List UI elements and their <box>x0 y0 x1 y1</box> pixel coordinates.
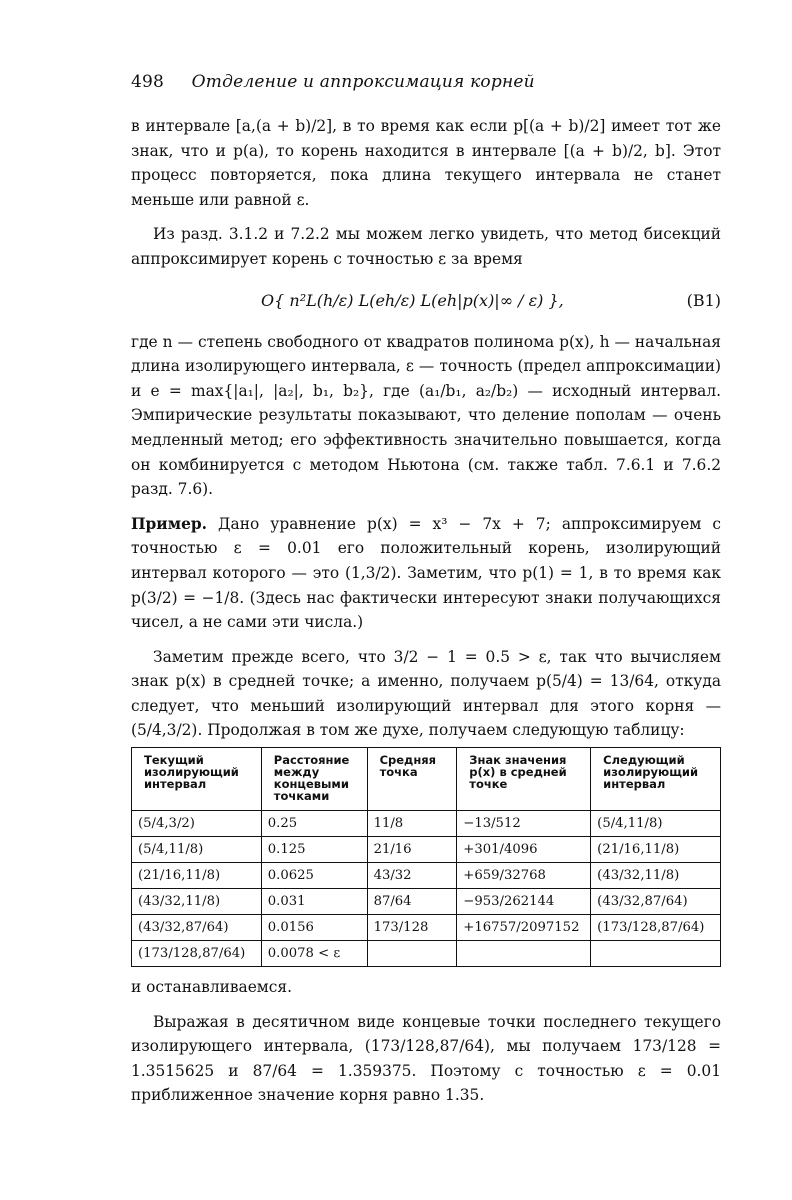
book-page <box>131 72 721 1108</box>
table-row <box>132 889 721 915</box>
paragraph-2: Из разд. 3.1.2 и 7.2.2 мы можем легко увидеть, что метод бисекций аппроксимирует корень с точностью ε за время <box>131 225 721 268</box>
paragraph-4: Заметим прежде всего, что 3/2 − 1 = 0.5 > ε, так что вычисляем знак p(x) в средней точке; а именно, получаем p(5/4) = 13/64, откуда следует, что меньший изолирующий интервал для этого корня — (5/4,3/2). Продолжая в том же духе, получаем следующую таблицу: <box>131 647 721 740</box>
bisection-table <box>131 747 721 967</box>
table-cell: 0.0078 < ε <box>261 941 367 967</box>
table-cell <box>367 941 457 967</box>
header-next-interval: Следующий изолирующий интервал <box>591 748 721 811</box>
table-cell: (43/32,11/8) <box>132 889 262 915</box>
example-paragraph <box>131 512 721 635</box>
paragraph-3: где n — степень свободного от квадратов полинома p(x), h — начальная длина изолирующего интервала, ε — точность (предел аппроксимации) и e = max{|a₁|, |a₂|, b₁, b₂}, где (a₁/b₁, a₂/b₂) — исходный интервал. Эмпирические результаты показывают, что деление пополам — очень медленный метод; его эффективность значительно повышается, когда он комбинируется с методом Ньютона (см. также табл. 7.6.1 и 7.6.2 разд. 7.6). <box>131 332 721 499</box>
table-row <box>132 811 721 837</box>
table-cell: (5/4,11/8) <box>591 811 721 837</box>
table-cell: (5/4,11/8) <box>132 837 262 863</box>
header-current-interval: Текущий изолирующий интервал <box>132 748 262 811</box>
example-label: Пример. <box>131 514 207 533</box>
page-number: 498 <box>131 72 165 92</box>
table-cell <box>457 941 591 967</box>
table-cell: 0.25 <box>261 811 367 837</box>
table-cell: +16757/2097152 <box>457 915 591 941</box>
formula-expression: O{ n²L(h/ε) L(eh/ε) L(eh|p(x)|∞ / ε) }, <box>261 291 564 311</box>
example-text: Дано уравнение p(x) = x³ − 7x + 7; аппроксимируем с точностью ε = 0.01 его положительный корень, изолирующий интервал которого — это (1,3/2). Заметим, что p(1) = 1, в то время как p(3/2) = −1/8. (Здесь нас фактически интересуют знаки получающихся чисел, а не сами эти числа.) <box>131 514 721 632</box>
table-cell: −13/512 <box>457 811 591 837</box>
table-cell: 0.0625 <box>261 863 367 889</box>
table-row <box>132 915 721 941</box>
formula-b1 <box>131 272 721 330</box>
table-row <box>132 941 721 967</box>
table-cell: 0.031 <box>261 889 367 915</box>
formula-label: (B1) <box>686 291 721 311</box>
table-row <box>132 863 721 889</box>
table-cell: (21/16,11/8) <box>132 863 262 889</box>
table-cell: (5/4,3/2) <box>132 811 262 837</box>
table-cell: (173/128,87/64) <box>132 941 262 967</box>
after-table-text: и останавливаемся. <box>131 978 293 997</box>
running-header <box>131 72 721 92</box>
table-cell <box>591 941 721 967</box>
table-cell: (21/16,11/8) <box>591 837 721 863</box>
table-cell: +301/4096 <box>457 837 591 863</box>
table-cell: −953/262144 <box>457 889 591 915</box>
table-cell: 21/16 <box>367 837 457 863</box>
header-distance: Расстояние между концевыми точками <box>261 748 367 811</box>
table-cell: 87/64 <box>367 889 457 915</box>
paragraph-1: в интервале [a,(a + b)/2], в то время как если p[(a + b)/2] имеет тот же знак, что и p(a), то корень находится в интервале [(a + b)/2, b]. Этот процесс повторяется, пока длина текущего интервала не станет меньше или равной ε. <box>131 117 721 209</box>
running-title: Отделение и аппроксимация корней <box>191 72 535 92</box>
paragraph-5: Выражая в десятичном виде концевые точки последнего текущего изолирующего интервала, (173/128,87/64), мы получаем 173/128 = 1.3515625 и 87/64 = 1.359375. Поэтому с точностью ε = 0.01 приближенное значение корня равно 1.35. <box>131 1012 721 1105</box>
table-cell: 11/8 <box>367 811 457 837</box>
header-sign: Знак значения p(x) в средней точке <box>457 748 591 811</box>
table-cell: (43/32,87/64) <box>132 915 262 941</box>
table-cell: +659/32768 <box>457 863 591 889</box>
table-row <box>132 837 721 863</box>
table-cell: (173/128,87/64) <box>591 915 721 941</box>
header-midpoint: Средняя точка <box>367 748 457 811</box>
table-cell: 0.125 <box>261 837 367 863</box>
table-cell: (43/32,87/64) <box>591 889 721 915</box>
table-cell: 0.0156 <box>261 915 367 941</box>
table-cell: 43/32 <box>367 863 457 889</box>
table-cell: (43/32,11/8) <box>591 863 721 889</box>
table-cell: 173/128 <box>367 915 457 941</box>
table-header-row <box>132 748 721 811</box>
